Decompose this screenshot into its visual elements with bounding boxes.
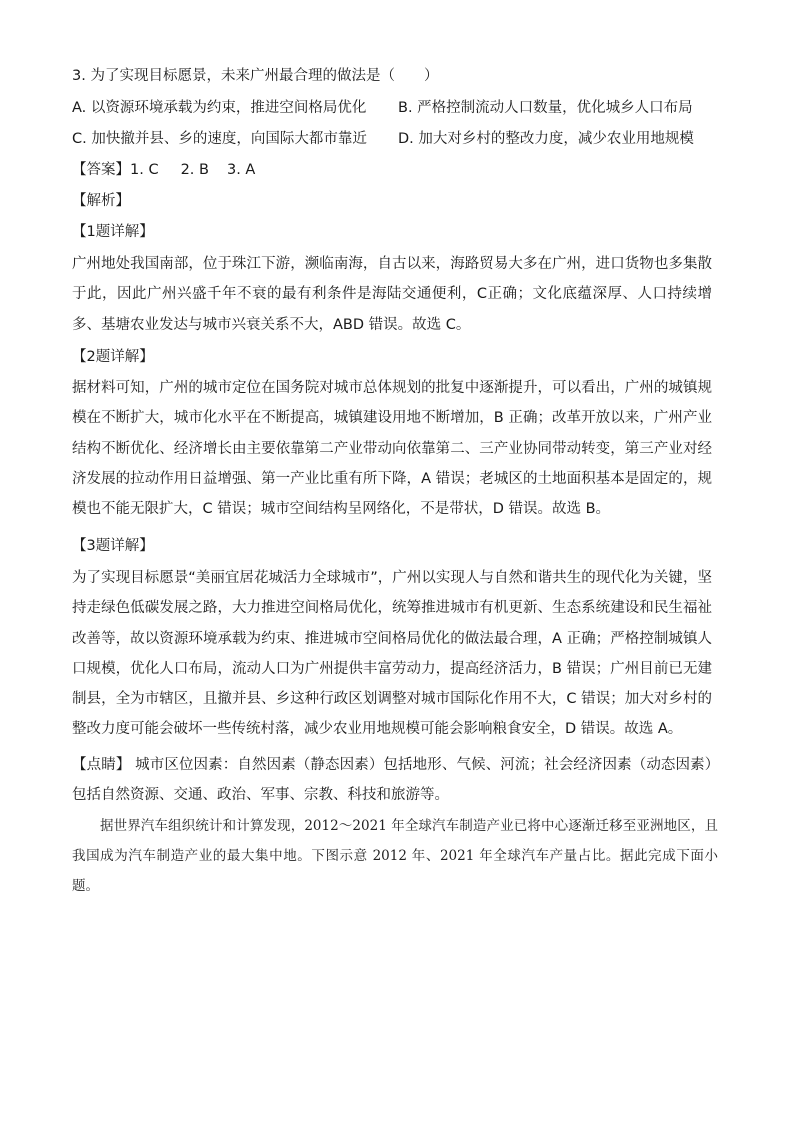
q3-label: 【3题详解】 — [72, 538, 154, 554]
point-note — [72, 750, 712, 811]
answer-1: 1. C — [130, 162, 159, 178]
option-a: A. 以资源环境承载为约束，推进空间格局优化 — [72, 100, 367, 116]
q3-explanation: 为了实现目标愿景“美丽宜居花城活力全球城市”，广州以实现人与自然和谐共生的现代化为关键，坚持走绿色低碳发展之路，大力推进空间格局优化，统筹推进城市有机更新、生态系统建设和民生福祉改善等，故以资源环境承载为约束、推进城市空间格局优化的做法最合理，A 正确；严格控制城镇人口规模，优化人口布局，流动人口为广州提供丰富劳动力，提高经济活力，B 错误；广州目前已无建制县，全为市辖区，且撤并县、乡这种行政区划调整对城市国际化作用不大，C 错误；加大对乡村的整改力度可能会破坏一些传统村落，减少农业用地规模可能会影响粮食安全，D 错误。故选 A。 — [72, 570, 712, 738]
q1-explanation: 广州地处我国南部，位于珠江下游，濒临南海，自古以来，海路贸易大多在广州，进口货物也多集散于此，因此广州兴盛千年不衰的最有利条件是海陆交通便利，C正确；文化底蕴深厚、人口持续增多、基塘农业发达与城市兴衰关系不大，ABD 错误。故选 C。 — [72, 256, 712, 333]
answer-2: 2. B — [180, 162, 209, 178]
point-text: 城市区位因素：自然因素（静态因素）包括地形、气候、河流；社会经济因素（动态因素）包括自然资源、交通、政治、军事、宗教、科技和旅游等。 — [72, 757, 713, 804]
option-d: D. 加大对乡村的整改力度，减少农业用地规模 — [398, 131, 694, 147]
analysis-label: 【解析】 — [72, 193, 130, 209]
next-question-intro: 据世界汽车组织统计和计算发现，2012～2021 年全球汽车制造产业已将中心逐渐迁移至亚洲地区，且我国成为汽车制造产业的最大集中地。下图示意 2012 年、2021 年全球汽车产量占比。据此完成下面小题。 — [72, 818, 718, 894]
q2-explanation: 据材料可知，广州的城市定位在国务院对城市总体规划的批复中逐渐提升，可以看出，广州的城镇规模在不断扩大，城市化水平在不断提高，城镇建设用地不断增加，B 正确；改革开放以来，广州产业结构不断优化、经济增长由主要依靠第二产业带动向依靠第二、三产业协同带动转变，第三产业对经济发展的拉动作用日益增强、第一产业比重有所下降，A 错误；老城区的土地面积基本是固定的，规模也不能无限扩大，C 错误；城市空间结构呈网络化，不是带状，D 错误。故选 B。 — [72, 380, 712, 518]
option-b: B. 严格控制流动人口数量，优化城乡人口布局 — [398, 100, 693, 116]
answer-row — [72, 160, 255, 180]
point-label: 【点睛】 — [72, 757, 131, 773]
q1-label: 【1题详解】 — [72, 224, 154, 240]
question-3-stem: 3. 为了实现目标愿景，未来广州最合理的做法是（ ） — [72, 68, 439, 84]
answer-label: 【答案】 — [72, 162, 130, 178]
q2-label: 【2题详解】 — [72, 349, 154, 365]
answer-3: 3. A — [226, 162, 256, 178]
option-c: C. 加快撤并县、乡的速度，向国际大都市靠近 — [72, 131, 367, 147]
